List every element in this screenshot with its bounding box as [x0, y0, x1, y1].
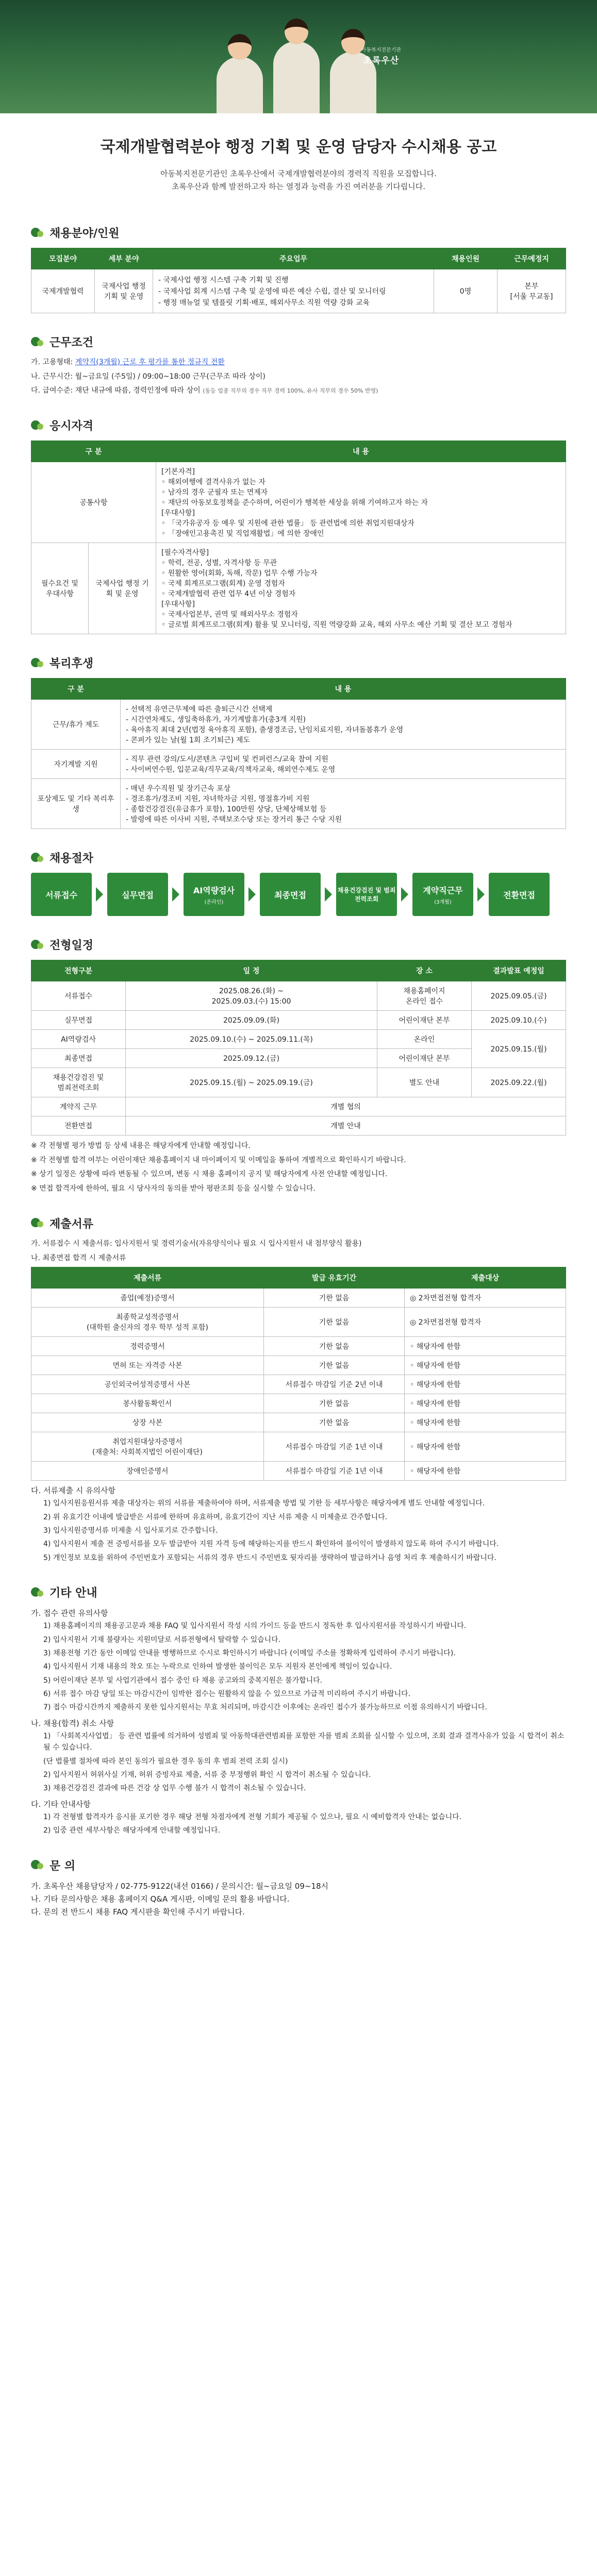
target-cell: ◦ 해당자에 한함: [405, 1375, 566, 1394]
valid-cell: 기한 없음: [264, 1413, 405, 1432]
section-title: 채용절차: [49, 852, 94, 866]
section-misc: [31, 1584, 566, 1836]
target-cell: ◦ 해당자에 한함: [405, 1356, 566, 1375]
doc-cell: 장애인증명서: [31, 1462, 264, 1481]
section-benefits: [31, 655, 566, 829]
list-item: - 콘퍼가 있는 날(월 1회 조기퇴근) 제도: [126, 736, 250, 745]
hero-children-illustration: [217, 15, 382, 113]
table-header: 전형구분: [31, 960, 126, 981]
stage-cell: 전환면접: [31, 1116, 126, 1136]
table-row: [31, 269, 566, 313]
duty-item: - 국제사업 회계 시스템 구축 및 운영에 따른 예산 수립, 결산 및 모니터링: [158, 287, 386, 296]
section-contact: [31, 1857, 566, 1917]
doc-cell: 경력증명서: [31, 1337, 264, 1356]
table-header: 일 정: [126, 960, 377, 981]
table-header: 결과발표 예정일: [472, 960, 566, 981]
table-header: 구 분: [31, 441, 156, 462]
common-content: [156, 462, 566, 543]
section-title: 근무조건: [49, 336, 94, 349]
list-item: 1) 「사회복지사업법」 등 관련 법률에 의거하여 성범죄 및 아동학대관련범죄를 포함한 자를 범죄 조회를 실시할 수 있으며, 조회 결과 결격사유가 있을 시 합격이 취소될 수 있습니다.: [43, 1732, 565, 1752]
list-item: 1) 각 전형별 합격자가 응시를 포기한 경우 해당 전형 차점자에게 전형 기회가 제공될 수 있으나, 필요 시 예비합격자 안내는 없습니다.: [43, 1812, 462, 1821]
table-header: 모집분야: [31, 248, 95, 269]
date-cell: 2025.09.10.(수) ~ 2025.09.11.(목): [126, 1030, 377, 1049]
place-cell: 채용홈페이지 온라인 접수: [377, 981, 472, 1011]
valid-cell: 서류접수 마감일 기준 1년 이내: [264, 1432, 405, 1462]
process-step: AI역량검사 (온라인): [184, 873, 244, 916]
list-item: - 육아휴직 최대 2년(법정 육아휴직 포함), 출생경조금, 난임치료지원, 자녀돌봄휴가 운영: [126, 726, 404, 735]
table-row: [31, 700, 566, 750]
table-row: [31, 462, 566, 543]
subsection-heading: 다. 기타 안내사항: [31, 1799, 91, 1809]
doc-lead: 나. 최종면접 합격 시 제출서류: [31, 1253, 126, 1262]
process-step: 계약직근무 (3개월): [412, 873, 473, 916]
doc-cell: 졸업(예정)증명서: [31, 1289, 264, 1308]
date-cell: 2025.08.26.(화) ~ 2025.09.03.(수) 15:00: [126, 981, 377, 1011]
subsection-heading: 가. 접수 관련 유의사항: [31, 1608, 108, 1618]
list-item: ◦ 국제 회계프로그램(회계) 운영 경험자: [161, 580, 285, 588]
row-label: 자기계발 지원: [31, 750, 121, 779]
list-item: 3) 입사지원증명서류 미제출 시 입사포기로 간주합니다.: [43, 1526, 218, 1535]
row-label: 필수요건 및 우대사항: [31, 543, 89, 634]
place-cell: 어린이재단 본부: [377, 1011, 472, 1030]
condition-footnote: (동등 업종 직무의 경우 직무 경력 100%, 유사 직무의 경우 50% 반영): [203, 387, 378, 395]
duty-item: - 행정 매뉴얼 및 템플릿 기획·배포, 해외사무소 직원 역량 강화 교육: [158, 299, 370, 307]
table-row: [31, 1289, 566, 1308]
subsection-heading: 나. 채용(합격) 취소 사항: [31, 1718, 114, 1728]
table-row: [31, 1375, 566, 1394]
intro: [0, 113, 597, 204]
stage-cell: 최종면접: [31, 1049, 126, 1068]
list-item: - 경조휴가/경조비 지원, 자녀학자금 지원, 명절휴가비 지원: [126, 795, 310, 804]
list-item: ◦ 국제사업본부, 권역 및 해외사무소 경험자: [161, 611, 298, 619]
section-schedule: [31, 937, 566, 1195]
process-step: 전환면접: [489, 873, 550, 916]
place-cell: 온라인: [377, 1030, 472, 1049]
process-step: 실무면접: [107, 873, 168, 916]
date-cell: 2025.09.15.(월) ~ 2025.09.19.(금): [126, 1068, 377, 1097]
schedule-table: [31, 960, 566, 1136]
detail-cell: 국제사업 행정 기획 및 운영: [95, 269, 153, 313]
result-cell: 2025.09.22.(월): [472, 1068, 566, 1097]
place-cell: 어린이재단 본부: [377, 1049, 472, 1068]
requirements-content: [156, 543, 566, 634]
target-cell: ◦ 해당자에 한함: [405, 1337, 566, 1356]
table-header: 제출서류: [31, 1267, 264, 1289]
date-cell: 개별 안내: [126, 1116, 566, 1136]
contact-line: 가. 초록우산 채용담당자 / 02-775-9122(내선 0166) / 문의시간: 월~금요일 09~18시: [31, 1881, 329, 1891]
list-item: 7) 접수 마감시간까지 제출하지 못한 입사지원서는 무효 처리되며, 마감시간 이후에는 온라인 접수가 불가능하므로 이점 유의하시기 바랍니다.: [43, 1703, 487, 1712]
date-cell: 2025.09.12.(금): [126, 1049, 377, 1068]
arrow-right-icon: [96, 887, 103, 902]
table-row: [31, 1068, 566, 1097]
list-item: ◦ 글로벌 회계프로그램(회계) 활용 및 모니터링, 직원 역량강화 교육, 해외 사무소 예산 기획 및 결산 보고 경험자: [161, 621, 512, 630]
list-item: 4) 입사지원서 기재 내용의 착오 또는 누락으로 인하여 발생한 불이익은 모두 지원자 본인에게 책임이 있습니다.: [43, 1663, 392, 1671]
list-item: ◦ 해외여행에 결격사유가 없는 자: [161, 478, 266, 487]
arrow-right-icon: [248, 887, 256, 902]
field-cell: 국제개발협력: [31, 269, 95, 313]
table-header: 채용인원: [434, 248, 498, 269]
list-item: ◦ 국제개발협력 관련 업무 4년 이상 경험자: [161, 590, 296, 599]
leaf-icon: [31, 337, 44, 347]
subheading: [우대사항]: [161, 600, 195, 609]
brand-subtitle: 아동복지전문기관: [361, 47, 401, 53]
qualifications-table: [31, 440, 566, 634]
positions-table: [31, 248, 566, 313]
list-item: 2) 입사지원서 기재 불량자는 지원미달로 서류전형에서 탈락할 수 있습니다.: [43, 1635, 281, 1644]
place-cell: 별도 안내: [377, 1068, 472, 1097]
section-qualifications: [31, 417, 566, 634]
target-cell: ◦ 해당자에 한함: [405, 1413, 566, 1432]
section-title: 채용분야/인원: [49, 227, 120, 240]
target-cell: ◎ 2차면접전형 합격자: [405, 1308, 566, 1337]
table-row: [31, 750, 566, 779]
list-item: 4) 입사지원서 제출 전 증빙서류를 모두 발급받아 지원 자격 등에 해당하는지를 반드시 확인하여 불이익이 발생하지 않도록 하여 주시기 바랍니다.: [43, 1540, 499, 1549]
leaf-icon: [31, 1860, 44, 1870]
condition-label: 다. 급여수준: 재단 내규에 따름, 경력인정에 따라 상이: [31, 386, 201, 395]
arrow-right-icon: [325, 887, 332, 902]
table-row: [31, 543, 566, 634]
process-flow: [31, 873, 566, 916]
leaf-icon: [31, 228, 44, 238]
row-label: 근무/휴가 제도: [31, 700, 121, 750]
list-item: 3) 채용전형 기간 동안 이메일 안내를 병행하므로 수시로 확인하시기 바랍니다 (이메일 주소를 정확하게 입력하여 주시기 바랍니다).: [43, 1649, 456, 1657]
subheading: [우대사항]: [161, 509, 195, 518]
doc-cell: 봉사활동확인서: [31, 1394, 264, 1413]
row-label: 포상제도 및 기타 복리후생: [31, 779, 121, 829]
schedule-note: ※ 각 전형별 평가 방법 등 상세 내용은 해당자에게 안내할 예정입니다.: [31, 1142, 251, 1150]
process-step: 최종면접: [260, 873, 321, 916]
valid-cell: 기한 없음: [264, 1394, 405, 1413]
list-item: - 발령에 따른 이사비 지원, 주택보조수당 또는 장거리 통근 수당 지원: [126, 816, 342, 824]
list-item: 3) 채용건강검진 결과에 따른 건강 상 업무 수행 불가 시 합격이 취소될 수 있습니다.: [43, 1784, 306, 1793]
page-title: 국제개발협력분야 행정 기획 및 운영 담당자 수시채용 공고: [100, 138, 497, 156]
schedule-note: ※ 각 전형별 합격 여부는 어린이재단 채용홈페이지 내 마이페이지 및 이메일을 통하여 개별적으로 확인하시기 바랍니다.: [31, 1156, 406, 1164]
list-item: ◦ 재단의 아동보호정책을 준수하며, 어린이가 행복한 세상을 위해 기여하고자 하는 자: [161, 499, 428, 507]
target-cell: ◎ 2차면접전형 합격자: [405, 1289, 566, 1308]
arrow-right-icon: [401, 887, 408, 902]
leaf-icon: [31, 940, 44, 950]
subheading: [필수자격사항]: [161, 549, 209, 557]
documents-table: [31, 1267, 566, 1481]
result-cell: 2025.09.05.(금): [472, 981, 566, 1011]
valid-cell: 기한 없음: [264, 1356, 405, 1375]
result-cell: 2025.09.15.(월): [472, 1030, 566, 1068]
intro-line: 초록우산과 함께 발전하고자 하는 열정과 능력을 가진 여러분을 기다립니다.: [171, 182, 426, 191]
table-header: 장 소: [377, 960, 472, 981]
doc-lead: 가. 서류접수 시 제출서류: 입사지원서 및 경력기술서(자유양식이나 필요 시 입사지원서 내 첨부양식 활용): [31, 1239, 362, 1248]
table-row: [31, 1011, 566, 1030]
doc-cell: 취업지원대상자증명서 (재출처: 사회복지법인 어린이재단): [31, 1432, 264, 1462]
benefits-table: [31, 678, 566, 829]
target-cell: ◦ 해당자에 한함: [405, 1432, 566, 1462]
date-cell: 2025.09.09.(화): [126, 1011, 377, 1030]
subheading: [기본자격]: [161, 468, 195, 477]
brand-logo: [361, 45, 401, 66]
arrow-right-icon: [172, 887, 179, 902]
section-process: [31, 850, 566, 916]
intro-line: 아동복지전문기관인 초록우산에서 국제개발협력분야의 경력직 직원을 모집합니다.: [160, 169, 437, 178]
stage-cell: 실무면접: [31, 1011, 126, 1030]
list-item: 1) 채용홈페이지의 채용공고문과 채용 FAQ 및 입사지원서 작성 시의 가이드 등을 반드시 정독한 후 입사지원서를 작성하시기 바랍니다.: [43, 1622, 467, 1631]
row-content: [121, 700, 566, 750]
section-title: 기타 안내: [49, 1587, 97, 1600]
valid-cell: 기한 없음: [264, 1337, 405, 1356]
table-header: 제출대상: [405, 1267, 566, 1289]
list-item: ◦ 원활한 영어(회화, 독해, 작문) 업무 수행 가능자: [161, 569, 318, 578]
employment-type-link[interactable]: 계약직(3개월) 근로 후 평가를 통한 정규직 전환: [75, 358, 225, 366]
section-title: 제출서류: [49, 1217, 94, 1231]
list-item: ◦ 학력, 전공, 성별, 자격사항 등 무관: [161, 559, 277, 568]
process-step: 채용건강검진 및 범죄전력조회: [336, 873, 397, 916]
stage-cell: 채용건강검진 및 범죄전력조회: [31, 1068, 126, 1097]
stage-cell: 계약직 근무: [31, 1097, 126, 1116]
schedule-note: ※ 면접 합격자에 한하여, 필요 시 당사자의 동의를 받아 평판조회 등을 실시할 수 있습니다.: [31, 1184, 316, 1193]
table-row: [31, 981, 566, 1011]
section-documents: [31, 1215, 566, 1564]
list-item: - 매년 우수직원 및 장기근속 포상: [126, 785, 231, 793]
place-cell: 본부 [서울 무교동]: [498, 269, 566, 313]
section-title: 전형일정: [49, 939, 94, 953]
row-sublabel: 국제사업 행정 기획 및 운영: [89, 543, 156, 634]
list-item: ◦ 「장애인고용촉진 및 직업재활법」에 의한 장애인: [161, 530, 324, 538]
subsection-heading: 다. 서류제출 시 유의사항: [31, 1486, 115, 1496]
leaf-icon: [31, 420, 44, 431]
row-content: [121, 750, 566, 779]
target-cell: ◦ 해당자에 한함: [405, 1394, 566, 1413]
count-cell: 0명: [434, 269, 498, 313]
list-item: 6) 서류 접수 마감 당일 또는 마감시간이 임박한 접수는 원활하지 않을 수 있으므로 가급적 미리하여 주시기 바랍니다.: [43, 1690, 411, 1699]
valid-cell: 서류접수 마감일 기준 1년 이내: [264, 1462, 405, 1481]
contact-line: 나. 기타 문의사항은 채용 홈페이지 Q&A 게시판, 이메일 문의 활용 바랍니다.: [31, 1894, 290, 1904]
leaf-icon: [31, 1218, 44, 1228]
valid-cell: 기한 없음: [264, 1289, 405, 1308]
leaf-icon: [31, 853, 44, 863]
list-item: - 사이버연수원, 입문교육/직무교육/직책자교육, 해외연수제도 운영: [126, 766, 336, 774]
table-header: 구 분: [31, 679, 121, 700]
condition-label: 나. 근무시간: 월~금요일 (주5일) / 09:00~18:00 근무(근무조 따라 상이): [31, 372, 266, 381]
list-item: 2) 위 유효기간 이내에 발급받은 서류에 한하며 유효하며, 유효기간이 지난 서류 제출 시 미제출로 간주합니다.: [43, 1513, 388, 1521]
doc-cell: 면허 또는 자격증 사본: [31, 1356, 264, 1375]
leaf-icon: [31, 1587, 44, 1598]
table-row: [31, 779, 566, 829]
process-step: 서류접수: [31, 873, 92, 916]
table-row: [31, 1432, 566, 1462]
leaf-icon: [31, 658, 44, 668]
doc-cell: 최종학교성적증명서 (대학원 출신자의 경우 학부 성적 포함): [31, 1308, 264, 1337]
condition-item: [31, 385, 566, 397]
list-item: ◦ 「국가유공자 등 예우 및 지원에 관한 법률」 등 관련법에 의한 취업지원대상자: [161, 519, 414, 528]
table-row: [31, 1356, 566, 1375]
list-item: 5) 어린이재단 본부 및 사업기관에서 접수 중인 타 채용 공고와의 중복지원은 불가합니다.: [43, 1676, 323, 1685]
table-row: [31, 1308, 566, 1337]
schedule-note: ※ 상기 일정은 상황에 따라 변동될 수 있으며, 변동 시 채용 홈페이지 공지 및 해당자에게 사전 안내할 예정입니다.: [31, 1170, 388, 1179]
condition-item: [31, 357, 566, 368]
table-header: 발급 유효기간: [264, 1267, 405, 1289]
row-label: 공통사항: [31, 462, 156, 543]
table-row: [31, 1413, 566, 1432]
result-cell: 2025.09.10.(수): [472, 1011, 566, 1030]
table-row: [31, 1394, 566, 1413]
section-title: 응시자격: [49, 420, 94, 433]
list-item: - 시간연차제도, 생일축하휴가, 자기계발휴가(총3개 지원): [126, 716, 306, 724]
target-cell: ◦ 해당자에 한함: [405, 1462, 566, 1481]
duties-cell: [153, 269, 434, 313]
table-row: [31, 1097, 566, 1116]
list-item: - 종합건강검진(유급휴가 포함), 100만원 상당, 단체상해보험 등: [126, 805, 327, 814]
doc-cell: 상장 사본: [31, 1413, 264, 1432]
table-header: 내 용: [121, 679, 566, 700]
list-item: - 선택적 유연근무제에 따른 출퇴근시간 선택제: [126, 705, 273, 714]
list-item: 1) 입사지원응원서류 제출 대상자는 위의 서류를 제출하여야 하며, 서류제출 방법 및 기한 등 세부사항은 해당자에게 별도 안내할 예정입니다.: [43, 1499, 485, 1508]
arrow-right-icon: [477, 887, 485, 902]
stage-cell: 서류접수: [31, 981, 126, 1011]
table-header: 내 용: [156, 441, 566, 462]
table-row: [31, 1116, 566, 1136]
doc-cell: 공인외국어성적증명서 사본: [31, 1375, 264, 1394]
row-content: [121, 779, 566, 829]
list-item: (단 법률별 절차에 따라 본인 동의가 필요한 경우 동의 후 범죄 전력 조회 실시): [43, 1757, 288, 1766]
list-item: ◦ 남자의 경우 군필자 또는 면제자: [161, 488, 268, 497]
condition-label: 가. 고용형태:: [31, 358, 75, 366]
table-row: [31, 1030, 566, 1049]
duty-item: - 국제사업 행정 시스템 구축 기획 및 진행: [158, 276, 289, 284]
table-header: 주요업무: [153, 248, 434, 269]
list-item: 5) 개인정보 보호를 위하여 주민번호가 포함되는 서류의 경우 반드시 주민번호 뒷자리를 생략하여 발급하거나 음영 처리 후 제출하시기 바랍니다.: [43, 1553, 496, 1562]
list-item: 2) 입중 관련 세부사항은 해당자에게 안내할 예정입니다.: [43, 1826, 221, 1835]
brand-name: 초록우산: [363, 56, 400, 66]
contact-line: 다. 문의 전 반드시 채용 FAQ 게시판을 확인해 주시기 바랍니다.: [31, 1907, 245, 1917]
valid-cell: 서류접수 마감일 기준 2년 이내: [264, 1375, 405, 1394]
table-header: 세부 분야: [95, 248, 153, 269]
list-item: - 직무 관련 강의/도서/콘텐츠 구입비 및 컨퍼런스/교육 참여 지원: [126, 755, 328, 764]
table-header: 근무예정지: [498, 248, 566, 269]
list-item: 2) 입사지원서 허위사실 기재, 허위 증빙자료 제출, 서류 중 부정행위 확인 시 합격이 취소될 수 있습니다.: [43, 1771, 371, 1780]
section-positions: [31, 225, 566, 313]
date-cell: 개별 협의: [126, 1097, 566, 1116]
section-conditions: [31, 334, 566, 397]
section-title: 복리후생: [49, 657, 94, 671]
condition-item: [31, 371, 566, 383]
hero-banner: [0, 0, 597, 113]
table-row: [31, 1337, 566, 1356]
valid-cell: 기한 없음: [264, 1308, 405, 1337]
section-title: 문 의: [49, 1859, 76, 1873]
stage-cell: AI역량검사: [31, 1030, 126, 1049]
table-row: [31, 1462, 566, 1481]
